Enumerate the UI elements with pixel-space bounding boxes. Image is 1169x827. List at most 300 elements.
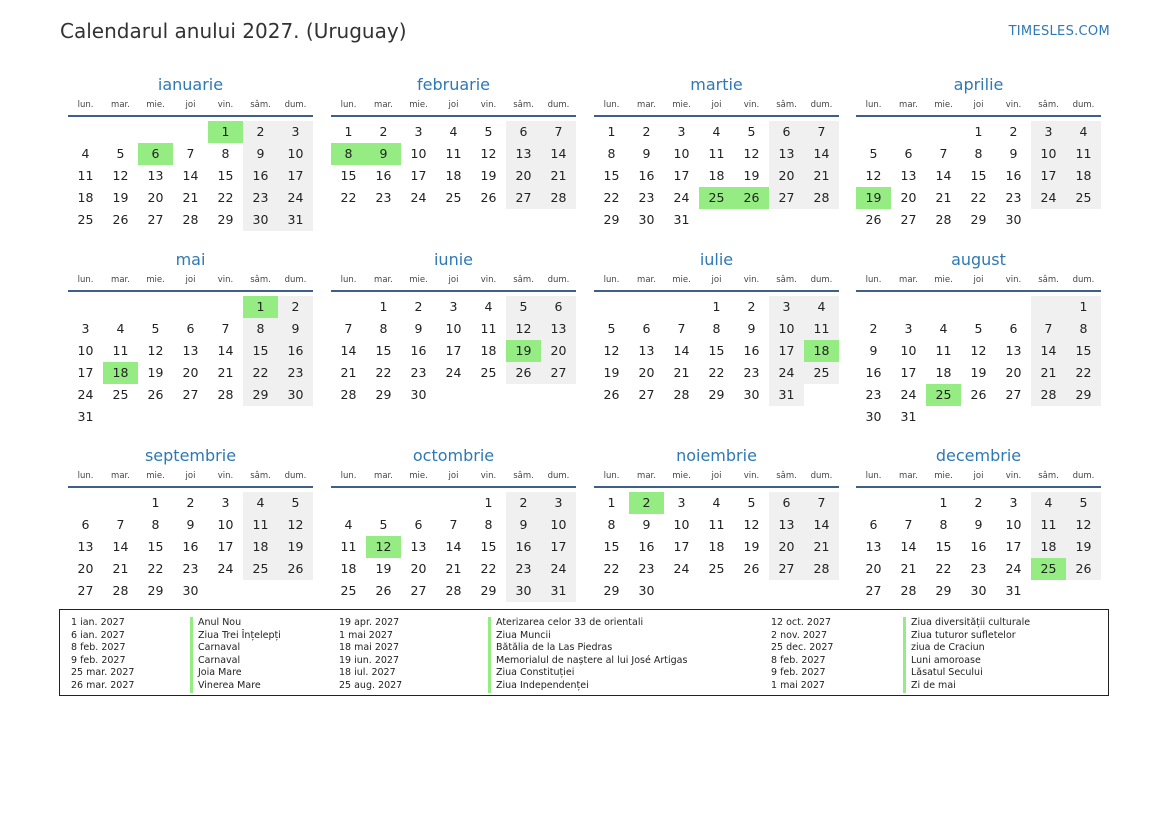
day-cell: 21 xyxy=(1031,362,1066,384)
weekday-label: mar. xyxy=(637,100,656,110)
day-cell: 15 xyxy=(1066,340,1101,362)
day-cell: 29 xyxy=(603,212,620,227)
day-cell: 24 xyxy=(1005,561,1022,576)
day-cell: 26 xyxy=(112,212,129,227)
day-cell: 24 xyxy=(673,561,690,576)
day-cell: 29 xyxy=(1066,384,1101,406)
day-cell: 17 xyxy=(445,343,462,358)
day-cell: 29 xyxy=(935,583,952,598)
day-cell: 30 xyxy=(243,209,278,231)
day-cell: 4 xyxy=(449,124,458,139)
day-cell: 6 xyxy=(769,492,804,514)
day-cell: 26 xyxy=(278,558,313,580)
day-cell: 3 xyxy=(677,495,686,510)
day-cell: 11 xyxy=(804,318,839,340)
day-cell: 7 xyxy=(804,492,839,514)
weekday-label: mie. xyxy=(672,471,691,481)
empty-day-cell xyxy=(471,384,506,406)
empty-day-cell xyxy=(769,580,804,602)
day-cell: 11 xyxy=(340,539,357,554)
day-cell: 8 xyxy=(712,321,721,336)
day-cell: 13 xyxy=(769,143,804,165)
day-cell: 22 xyxy=(1066,362,1101,384)
day-cell: 7 xyxy=(541,121,576,143)
day-cell: 5 xyxy=(869,146,878,161)
day-cell: 10 xyxy=(278,143,313,165)
day-cell: 28 xyxy=(673,387,690,402)
weekday-label: joi xyxy=(185,471,196,481)
month-8 xyxy=(856,250,1101,428)
day-cell: 13 xyxy=(900,168,917,183)
weekday-label: joi xyxy=(448,275,459,285)
day-cell: 24 xyxy=(217,561,234,576)
day-cell: 7 xyxy=(804,121,839,143)
day-cell: 19 xyxy=(970,365,987,380)
empty-day-cell xyxy=(208,406,243,428)
empty-day-cell xyxy=(278,580,313,602)
weekday-label: dum. xyxy=(547,100,570,110)
empty-day-cell xyxy=(804,209,839,231)
legend-date: 6 ian. 2027 xyxy=(71,629,125,641)
empty-day-cell xyxy=(891,121,926,143)
weekday-label: dum. xyxy=(810,471,833,481)
day-grid xyxy=(68,296,313,428)
legend-dates-3 xyxy=(771,617,833,693)
day-cell: 13 xyxy=(1005,343,1022,358)
day-cell: 10 xyxy=(445,321,462,336)
weekday-label: mie. xyxy=(934,100,953,110)
day-cell: 4 xyxy=(344,517,353,532)
day-cell: 2 xyxy=(974,495,983,510)
day-cell: 20 xyxy=(541,340,576,362)
day-cell: 11 xyxy=(1031,514,1066,536)
day-cell: 23 xyxy=(743,365,760,380)
weekday-label: dum. xyxy=(284,100,307,110)
day-cell: 24 xyxy=(278,187,313,209)
legend-dates-2 xyxy=(339,617,402,693)
brand-link[interactable]: TIMESLES.COM xyxy=(1008,24,1110,39)
day-cell: 19 xyxy=(480,168,497,183)
legend-holiday-name: Lăsatul Secului xyxy=(903,667,1030,680)
day-cell: 4 xyxy=(939,321,948,336)
month-name: septembrie xyxy=(144,446,237,465)
day-cell: 26 xyxy=(480,190,497,205)
day-cell: 24 xyxy=(1031,187,1066,209)
day-cell: 9 xyxy=(642,146,651,161)
weekday-label: mar. xyxy=(111,275,130,285)
empty-day-cell xyxy=(138,121,173,143)
day-cell: 4 xyxy=(81,146,90,161)
day-cell: 18 xyxy=(77,190,94,205)
day-cell: 25 xyxy=(480,365,497,380)
empty-day-cell xyxy=(1066,406,1101,428)
weekday-label: sâm. xyxy=(250,275,271,285)
weekday-label: joi xyxy=(185,275,196,285)
day-cell: 1 xyxy=(484,495,493,510)
day-cell: 27 xyxy=(506,187,541,209)
empty-day-cell xyxy=(594,296,629,318)
day-grid xyxy=(331,121,576,209)
day-cell: 29 xyxy=(217,212,234,227)
month-11 xyxy=(594,446,839,602)
day-cell: 22 xyxy=(340,190,357,205)
weekday-label: sâm. xyxy=(1038,275,1059,285)
day-cell: 20 xyxy=(506,165,541,187)
weekday-label: dum. xyxy=(1072,100,1095,110)
day-cell: 16 xyxy=(375,168,392,183)
day-cell: 18 xyxy=(708,168,725,183)
day-cell: 10 xyxy=(1005,517,1022,532)
day-cell: 12 xyxy=(865,168,882,183)
day-cell: 3 xyxy=(449,299,458,314)
empty-day-cell xyxy=(366,492,401,514)
day-cell: 19 xyxy=(506,340,541,362)
day-cell: 15 xyxy=(603,168,620,183)
day-cell: 2 xyxy=(1009,124,1018,139)
day-cell: 5 xyxy=(116,146,125,161)
weekday-label: joi xyxy=(711,275,722,285)
weekday-label: vin. xyxy=(743,100,760,110)
day-cell: 13 xyxy=(147,168,164,183)
day-cell: 12 xyxy=(743,517,760,532)
day-cell: 13 xyxy=(506,143,541,165)
weekday-label: joi xyxy=(448,100,459,110)
day-cell: 20 xyxy=(638,365,655,380)
day-cell: 17 xyxy=(769,340,804,362)
day-cell: 23 xyxy=(1005,190,1022,205)
day-cell: 16 xyxy=(182,539,199,554)
weekday-label: joi xyxy=(448,471,459,481)
day-cell: 15 xyxy=(243,340,278,362)
weekday-label: sâm. xyxy=(513,100,534,110)
day-grid xyxy=(594,296,839,406)
day-cell: 3 xyxy=(769,296,804,318)
day-cell: 30 xyxy=(410,387,427,402)
empty-day-cell xyxy=(1031,209,1066,231)
empty-day-cell xyxy=(138,296,173,318)
day-cell: 3 xyxy=(541,492,576,514)
day-cell: 20 xyxy=(769,536,804,558)
month-7 xyxy=(594,250,839,406)
day-cell: 3 xyxy=(677,124,686,139)
legend-holiday-name: Vinerea Mare xyxy=(190,680,281,693)
day-cell: 15 xyxy=(217,168,234,183)
legend-holiday-name: Ziua Muncii xyxy=(488,630,687,643)
day-cell: 18 xyxy=(935,365,952,380)
day-cell: 30 xyxy=(506,580,541,602)
weekday-label: lun. xyxy=(603,471,620,481)
empty-day-cell xyxy=(856,121,891,143)
day-cell: 22 xyxy=(147,561,164,576)
day-cell: 20 xyxy=(147,190,164,205)
day-grid xyxy=(68,121,313,231)
weekday-label: sâm. xyxy=(1038,100,1059,110)
day-cell: 27 xyxy=(1005,387,1022,402)
legend-holiday-name: Aterizarea celor 33 de orientali xyxy=(488,617,687,630)
day-cell: 8 xyxy=(331,143,366,165)
day-cell: 27 xyxy=(182,387,199,402)
day-cell: 17 xyxy=(410,168,427,183)
day-cell: 1 xyxy=(974,124,983,139)
weekday-label: mie. xyxy=(409,100,428,110)
day-cell: 25 xyxy=(112,387,129,402)
weekday-label: vin. xyxy=(1005,275,1022,285)
header-divider xyxy=(68,290,313,292)
weekday-label: dum. xyxy=(1072,275,1095,285)
empty-day-cell xyxy=(103,121,138,143)
day-cell: 25 xyxy=(445,190,462,205)
day-cell: 12 xyxy=(278,514,313,536)
header-divider xyxy=(68,115,313,117)
empty-day-cell xyxy=(961,296,996,318)
month-9 xyxy=(68,446,313,602)
day-cell: 29 xyxy=(970,212,987,227)
day-cell: 14 xyxy=(935,168,952,183)
day-cell: 22 xyxy=(603,190,620,205)
day-cell: 21 xyxy=(804,165,839,187)
weekday-label: sâm. xyxy=(1038,471,1059,481)
day-cell: 11 xyxy=(708,146,725,161)
weekday-label: dum. xyxy=(284,275,307,285)
day-cell: 21 xyxy=(673,365,690,380)
empty-day-cell xyxy=(1066,580,1101,602)
day-cell: 21 xyxy=(445,561,462,576)
day-cell: 20 xyxy=(182,365,199,380)
legend-date: 1 mai 2027 xyxy=(771,679,825,691)
day-cell: 5 xyxy=(506,296,541,318)
day-cell: 22 xyxy=(243,362,278,384)
day-cell: 6 xyxy=(1009,321,1018,336)
weekday-header xyxy=(594,466,839,486)
empty-day-cell xyxy=(103,296,138,318)
day-cell: 11 xyxy=(112,343,129,358)
legend-holiday-name: Carnaval xyxy=(190,655,281,668)
day-cell: 25 xyxy=(1066,187,1101,209)
day-cell: 19 xyxy=(743,168,760,183)
day-cell: 23 xyxy=(970,561,987,576)
day-cell: 25 xyxy=(77,212,94,227)
day-cell: 9 xyxy=(243,143,278,165)
weekday-label: mar. xyxy=(899,275,918,285)
empty-day-cell xyxy=(856,492,891,514)
weekday-header xyxy=(331,466,576,486)
empty-day-cell xyxy=(138,406,173,428)
day-cell: 5 xyxy=(151,321,160,336)
day-cell: 5 xyxy=(747,495,756,510)
day-cell: 11 xyxy=(1066,143,1101,165)
month-1 xyxy=(68,75,313,231)
day-cell: 1 xyxy=(344,124,353,139)
day-cell: 17 xyxy=(673,539,690,554)
day-cell: 19 xyxy=(1066,536,1101,558)
day-cell: 24 xyxy=(77,387,94,402)
day-cell: 22 xyxy=(970,190,987,205)
empty-day-cell xyxy=(278,406,313,428)
day-cell: 4 xyxy=(243,492,278,514)
weekday-label: mar. xyxy=(111,100,130,110)
day-cell: 9 xyxy=(974,517,983,532)
day-cell: 26 xyxy=(147,387,164,402)
day-cell: 31 xyxy=(900,409,917,424)
empty-day-cell xyxy=(401,492,436,514)
day-cell: 1 xyxy=(151,495,160,510)
day-cell: 31 xyxy=(1005,583,1022,598)
month-name: iunie xyxy=(433,250,473,269)
day-cell: 3 xyxy=(1031,121,1066,143)
day-cell: 14 xyxy=(673,343,690,358)
day-cell: 6 xyxy=(541,296,576,318)
weekday-label: mar. xyxy=(374,100,393,110)
day-cell: 9 xyxy=(869,343,878,358)
weekday-label: vin. xyxy=(480,275,497,285)
day-cell: 2 xyxy=(278,296,313,318)
empty-day-cell xyxy=(331,492,366,514)
day-cell: 23 xyxy=(638,190,655,205)
day-cell: 10 xyxy=(673,517,690,532)
day-cell: 27 xyxy=(77,583,94,598)
day-cell: 15 xyxy=(340,168,357,183)
day-cell: 4 xyxy=(1031,492,1066,514)
day-cell: 26 xyxy=(734,187,769,209)
day-cell: 27 xyxy=(147,212,164,227)
day-cell: 26 xyxy=(865,212,882,227)
day-cell: 30 xyxy=(865,409,882,424)
day-cell: 2 xyxy=(414,299,423,314)
day-cell: 31 xyxy=(77,409,94,424)
day-cell: 8 xyxy=(243,318,278,340)
day-grid xyxy=(331,296,576,406)
day-cell: 17 xyxy=(673,168,690,183)
empty-day-cell xyxy=(208,580,243,602)
empty-day-cell xyxy=(926,406,961,428)
legend-names-3 xyxy=(903,617,1030,693)
day-cell: 11 xyxy=(708,517,725,532)
weekday-header xyxy=(856,270,1101,290)
day-cell: 6 xyxy=(904,146,913,161)
day-cell: 23 xyxy=(375,190,392,205)
header-divider xyxy=(856,115,1101,117)
day-cell: 6 xyxy=(186,321,195,336)
day-cell: 21 xyxy=(217,365,234,380)
empty-day-cell xyxy=(996,406,1031,428)
day-cell: 28 xyxy=(935,212,952,227)
empty-day-cell xyxy=(664,296,699,318)
day-cell: 12 xyxy=(480,146,497,161)
day-cell: 29 xyxy=(480,583,497,598)
day-cell: 30 xyxy=(638,212,655,227)
day-cell: 4 xyxy=(804,296,839,318)
day-grid xyxy=(856,121,1101,231)
day-cell: 14 xyxy=(340,343,357,358)
weekday-header xyxy=(331,95,576,115)
empty-day-cell xyxy=(926,296,961,318)
day-grid xyxy=(856,492,1101,602)
day-cell: 19 xyxy=(603,365,620,380)
day-cell: 6 xyxy=(414,517,423,532)
day-cell: 2 xyxy=(629,492,664,514)
legend-holiday-name: Ziua tuturor sufletelor xyxy=(903,630,1030,643)
day-cell: 7 xyxy=(677,321,686,336)
legend-holiday-name: Luni amoroase xyxy=(903,655,1030,668)
empty-day-cell xyxy=(891,296,926,318)
day-cell: 19 xyxy=(743,539,760,554)
weekday-label: joi xyxy=(973,275,984,285)
header-divider xyxy=(594,290,839,292)
empty-day-cell xyxy=(926,121,961,143)
weekday-label: lun. xyxy=(340,100,357,110)
header-divider xyxy=(856,486,1101,488)
day-cell: 22 xyxy=(480,561,497,576)
header-divider xyxy=(331,115,576,117)
day-cell: 3 xyxy=(81,321,90,336)
day-cell: 21 xyxy=(900,561,917,576)
day-cell: 29 xyxy=(708,387,725,402)
day-cell: 21 xyxy=(541,165,576,187)
day-cell: 30 xyxy=(970,583,987,598)
month-10 xyxy=(331,446,576,602)
day-cell: 16 xyxy=(638,168,655,183)
empty-day-cell xyxy=(68,296,103,318)
day-cell: 1 xyxy=(607,124,616,139)
day-cell: 27 xyxy=(900,212,917,227)
legend-date: 19 iun. 2027 xyxy=(339,654,400,666)
day-cell: 2 xyxy=(642,124,651,139)
day-cell: 6 xyxy=(138,143,173,165)
day-grid xyxy=(594,492,839,602)
day-cell: 31 xyxy=(769,384,804,406)
day-cell: 20 xyxy=(410,561,427,576)
legend-holiday-name: Ziua Constituției xyxy=(488,667,687,680)
weekday-label: lun. xyxy=(865,275,882,285)
weekday-label: mie. xyxy=(409,275,428,285)
day-cell: 20 xyxy=(865,561,882,576)
day-cell: 17 xyxy=(541,536,576,558)
day-cell: 18 xyxy=(243,536,278,558)
day-cell: 8 xyxy=(484,517,493,532)
day-cell: 7 xyxy=(1031,318,1066,340)
day-cell: 28 xyxy=(804,187,839,209)
empty-day-cell xyxy=(68,492,103,514)
day-cell: 25 xyxy=(243,558,278,580)
header-divider xyxy=(856,290,1101,292)
month-name: ianuarie xyxy=(157,75,224,94)
weekday-label: mie. xyxy=(672,275,691,285)
day-cell: 14 xyxy=(445,539,462,554)
day-cell: 12 xyxy=(970,343,987,358)
day-cell: 29 xyxy=(243,384,278,406)
month-name: noiembrie xyxy=(676,446,757,465)
weekday-label: sâm. xyxy=(513,275,534,285)
legend-holiday-name: ziua de Craciun xyxy=(903,642,1030,655)
day-cell: 5 xyxy=(278,492,313,514)
day-cell: 18 xyxy=(445,168,462,183)
day-cell: 17 xyxy=(1005,539,1022,554)
day-cell: 8 xyxy=(221,146,230,161)
day-cell: 3 xyxy=(1009,495,1018,510)
day-cell: 30 xyxy=(638,583,655,598)
weekday-label: sâm. xyxy=(776,275,797,285)
day-cell: 18 xyxy=(804,340,839,362)
weekday-label: mar. xyxy=(899,100,918,110)
day-cell: 10 xyxy=(77,343,94,358)
weekday-label: sâm. xyxy=(776,471,797,481)
day-cell: 3 xyxy=(221,495,230,510)
legend-holiday-name: Ziua diversității culturale xyxy=(903,617,1030,630)
day-cell: 15 xyxy=(970,168,987,183)
month-name: martie xyxy=(690,75,743,94)
day-cell: 1 xyxy=(712,299,721,314)
day-cell: 16 xyxy=(638,539,655,554)
